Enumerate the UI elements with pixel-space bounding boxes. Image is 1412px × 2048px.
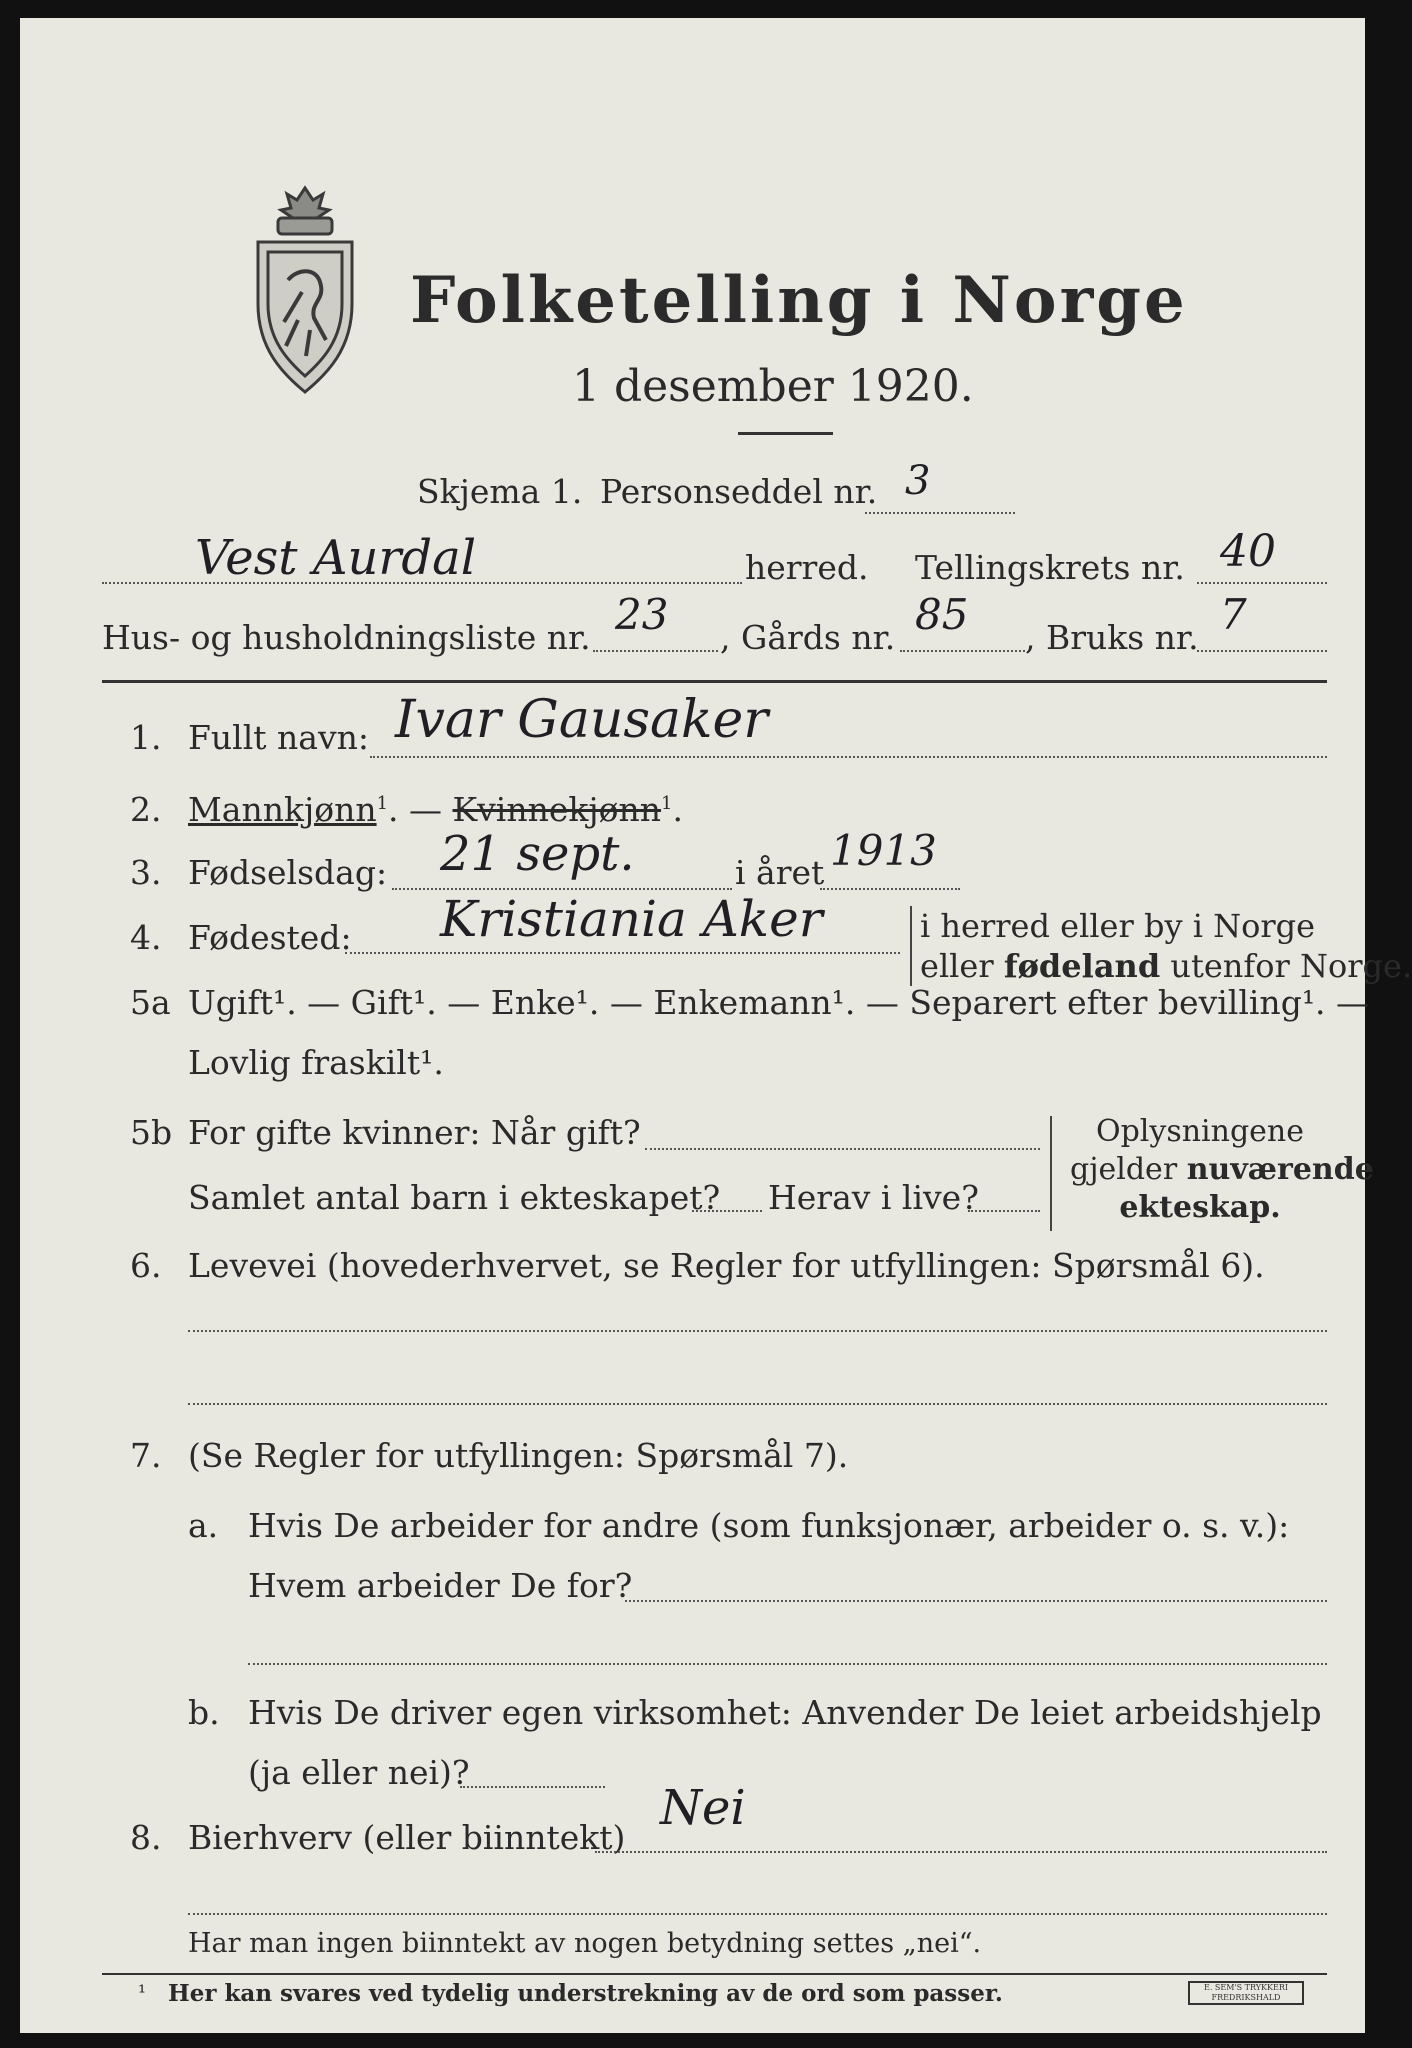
q5b-alive-label: Herav i live? — [768, 1178, 979, 1217]
q7a-answer-line-1[interactable] — [625, 1600, 1327, 1602]
q7a-letter: a. — [188, 1506, 219, 1545]
q6-answer-line-1[interactable] — [188, 1330, 1327, 1332]
q5b-note: Oplysningene gjelder nuværende ekteskap. — [1070, 1114, 1374, 1225]
footnote-divider — [102, 1973, 1327, 1975]
tellingskrets-value[interactable]: 40 — [1220, 526, 1276, 577]
q1-number: 1. — [130, 718, 162, 757]
hus-value[interactable]: 23 — [615, 590, 669, 639]
q6-answer-line-2[interactable] — [188, 1403, 1327, 1405]
birthplace-value[interactable]: Kristiania Aker — [440, 890, 823, 948]
q7-number: 7. — [130, 1436, 162, 1475]
q4-label: Fødested: — [188, 918, 352, 957]
full-name-value[interactable]: Ivar Gausaker — [395, 690, 769, 750]
title-divider — [738, 432, 833, 435]
schema-label: Skjema 1. — [417, 472, 583, 511]
q5b-brace — [1050, 1116, 1054, 1231]
census-form — [20, 18, 1412, 2033]
coat-of-arms-icon — [240, 180, 370, 400]
q7a-line1: Hvis De arbeider for andre (som funksjonær, arbeider o. s. v.): — [248, 1506, 1290, 1545]
side-income-value[interactable]: Nei — [660, 1780, 746, 1836]
form-title: Folketelling i Norge — [410, 263, 1188, 338]
q8-answer-line-2[interactable] — [188, 1913, 1327, 1915]
herred-value[interactable]: Vest Aurdal — [195, 530, 477, 586]
q7b-line2: (ja eller nei)? — [248, 1753, 470, 1792]
birth-year-value[interactable]: 1913 — [830, 826, 937, 875]
footnote-mark: ¹ — [138, 1980, 147, 2004]
bruks-label: , Bruks nr. — [1025, 618, 1199, 657]
q1-label: Fullt navn: — [188, 718, 369, 757]
tellingskrets-label: Tellingskrets nr. — [915, 548, 1185, 587]
personseddel-label: Personseddel nr. — [600, 472, 878, 511]
q2-number: 2. — [130, 790, 162, 829]
q7b-line1: Hvis De driver egen virksomhet: Anvender De leiet arbeidshjelp — [248, 1693, 1322, 1732]
option-kvinnekjonn[interactable]: Kvinnekjønn — [452, 790, 662, 829]
census-date: 1 desember 1920. — [572, 361, 974, 412]
q7a-answer-line-2[interactable] — [248, 1663, 1327, 1665]
q5b-number: 5b — [130, 1113, 173, 1152]
marital-status-option-fraskilt[interactable]: Lovlig fraskilt¹. — [188, 1043, 444, 1082]
q8-label: Bierhverv (eller biinntekt) — [188, 1818, 626, 1857]
birthplace-note: i herred eller by i Norge eller fødeland utenfor Norge. — [910, 906, 1412, 986]
q7b-answer-line[interactable] — [460, 1786, 605, 1788]
q8-number: 8. — [130, 1818, 162, 1857]
printer-stamp: E. SEM'S TRYKKERI FREDRIKSHALD — [1188, 1981, 1304, 2005]
option-mannkjonn[interactable]: Mannkjønn — [188, 790, 377, 829]
header-divider — [102, 680, 1327, 683]
note-nei: Har man ingen biinntekt av nogen betydning settes „nei“. — [188, 1928, 982, 1959]
q6-label: Levevei (hovederhvervet, se Regler for utfyllingen: Spørsmål 6). — [188, 1246, 1265, 1285]
q3-number: 3. — [130, 853, 162, 892]
marital-status-options[interactable]: Ugift¹. — Gift¹. — Enke¹. — Enkemann¹. — Separert efter bevilling¹. — — [188, 983, 1370, 1022]
footnote-text: Her kan svares ved tydelig understrekning av de ord som passer. — [168, 1980, 1003, 2007]
hus-label: Hus- og husholdningsliste nr. — [102, 618, 591, 657]
q5a-number: 5a — [130, 983, 171, 1022]
q7a-line2: Hvem arbeider De for? — [248, 1566, 633, 1605]
q5b-married-when-label: For gifte kvinner: Når gift? — [188, 1113, 641, 1152]
q5b-children-label: Samlet antal barn i ekteskapet? — [188, 1178, 721, 1217]
personseddel-number[interactable]: 3 — [905, 458, 931, 504]
q4-number: 4. — [130, 918, 162, 957]
q3-label: Fødselsdag: — [188, 853, 388, 892]
gards-value[interactable]: 85 — [915, 590, 969, 639]
q7b-letter: b. — [188, 1693, 220, 1732]
gards-label: , Gårds nr. — [720, 618, 896, 657]
year-label: i året — [735, 853, 825, 892]
herred-label: herred. — [745, 548, 869, 587]
q2-options: Mannkjønn$^1$. — Kvinnekjønn$^1$. — [188, 790, 683, 829]
bruks-value[interactable]: 7 — [1220, 590, 1247, 639]
birthday-value[interactable]: 21 sept. — [440, 826, 635, 882]
q6-number: 6. — [130, 1246, 162, 1285]
q7-label: (Se Regler for utfyllingen: Spørsmål 7). — [188, 1436, 849, 1475]
